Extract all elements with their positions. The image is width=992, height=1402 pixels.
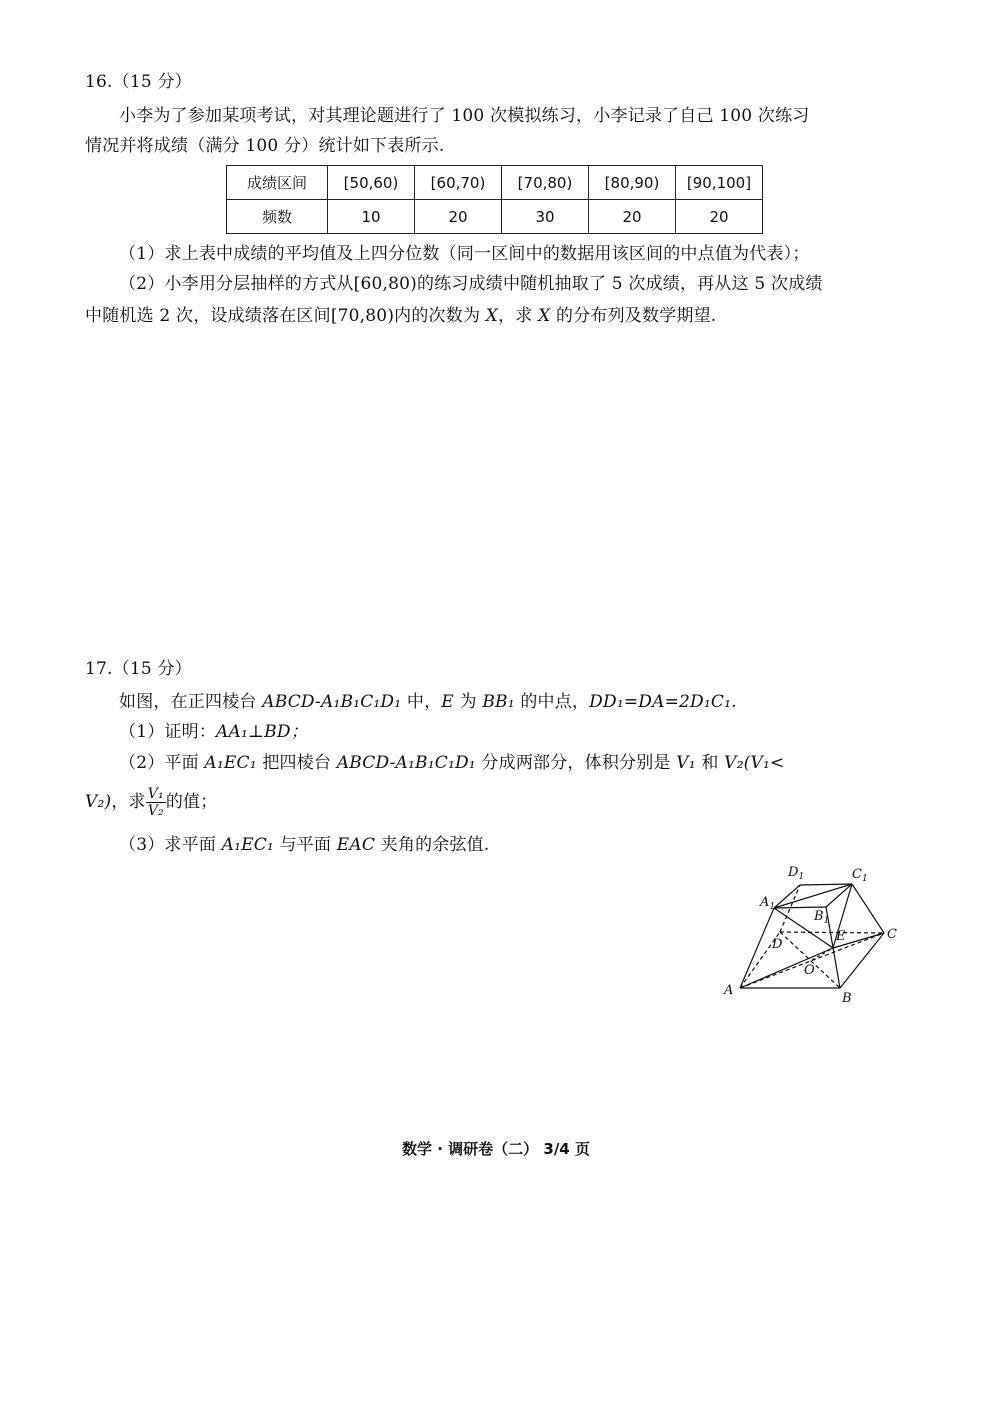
table-header-frequency: 频数 bbox=[227, 200, 328, 234]
q17-part3: （3）求平面 A₁EC₁ 与平面 EAC 夹角的余弦值. bbox=[119, 835, 490, 855]
q16-part2-line1: （2）小李用分层抽样的方式从[60,80)的练习成绩中随机抽取了 5 次成绩，再从这 5 次成绩 bbox=[119, 274, 823, 294]
label-b1: $B_1$ bbox=[814, 909, 830, 926]
q17-part2-line2: V₂)，求 $\frac{\text{V₁}}{\text{V₂}}$ 的值； bbox=[85, 786, 218, 819]
table-cell-interval: [70,80) bbox=[502, 166, 589, 200]
label-b: B bbox=[842, 991, 852, 1006]
q16-part1: （1）求上表中成绩的平均值及上四分位数（同一区间中的数据用该区间的中点值为代表）； bbox=[119, 244, 810, 264]
q17-intro: 如图，在正四棱台 ABCD-A₁B₁C₁D₁ 中，E 为 BB₁ 的中点，DD₁=DA=2D₁C₁. bbox=[119, 692, 737, 712]
label-o: O bbox=[804, 963, 815, 978]
page-footer: 数学 · 调研卷（二） 3/4 页 bbox=[402, 1140, 590, 1158]
diag-a1c1 bbox=[774, 884, 852, 908]
score-table bbox=[226, 165, 763, 234]
diag-bd bbox=[780, 932, 840, 988]
q16-intro-line2: 情况并将成绩（满分 100 分）统计如下表所示. bbox=[85, 136, 445, 156]
table-cell-interval: [80,90) bbox=[589, 166, 676, 200]
table-row-frequencies bbox=[227, 200, 763, 234]
q16-part2-line2: 中随机选 2 次，设成绩落在区间[70,80)内的次数为 X，求 X 的分布列及数学期望. bbox=[85, 306, 717, 326]
table-header-interval: 成绩区间 bbox=[227, 166, 328, 200]
label-e: E bbox=[836, 929, 846, 944]
label-d1: $D_1$ bbox=[788, 865, 805, 882]
label-a: A bbox=[724, 983, 734, 998]
seg-a1e bbox=[774, 908, 833, 948]
var-x: X bbox=[485, 306, 499, 326]
label-c: C bbox=[887, 927, 897, 942]
q17-part2-line1: （2）平面 A₁EC₁ 把四棱台 ABCD-A₁B₁C₁D₁ 分成两部分，体积分别是 V₁ 和 V₂(V₁< bbox=[119, 753, 785, 773]
label-a1: $A_1$ bbox=[760, 895, 776, 912]
edge-d1c1 bbox=[800, 884, 852, 885]
label-d: D bbox=[772, 937, 783, 952]
q16-intro-line1: 小李为了参加某项考试，对其理论题进行了 100 次模拟练习，小李记录了自己 100 次练习 bbox=[119, 106, 810, 126]
seg-oe bbox=[812, 948, 833, 960]
q17-part1: （1）证明：AA₁⊥BD； bbox=[119, 722, 308, 742]
table-cell-frequency: 20 bbox=[415, 200, 502, 234]
edge-bc bbox=[840, 933, 884, 988]
table-cell-interval: [90,100] bbox=[676, 166, 763, 200]
q16-header: 16.（15 分） bbox=[85, 72, 192, 92]
edge-dc bbox=[780, 932, 884, 933]
volume-ratio-fraction: $\frac{\text{V₁}}{\text{V₂}}$ bbox=[147, 786, 164, 819]
edge-dd1 bbox=[780, 885, 800, 932]
frustum-figure bbox=[718, 860, 908, 1010]
var-x: X bbox=[538, 306, 551, 326]
table-cell-frequency: 20 bbox=[589, 200, 676, 234]
table-cell-frequency: 10 bbox=[328, 200, 415, 234]
table-cell-interval: [50,60) bbox=[328, 166, 415, 200]
table-cell-frequency: 20 bbox=[676, 200, 763, 234]
frustum-name: ABCD-A₁B₁C₁D₁ bbox=[262, 692, 402, 712]
label-c1: $C_1$ bbox=[852, 867, 868, 884]
table-cell-interval: [60,70) bbox=[415, 166, 502, 200]
relation: DD₁=DA=2D₁C₁. bbox=[589, 692, 737, 712]
table-cell-frequency: 30 bbox=[502, 200, 589, 234]
edge-cc1 bbox=[852, 884, 884, 933]
q17-header: 17.（15 分） bbox=[85, 659, 192, 679]
edge-a1b1 bbox=[774, 907, 826, 908]
table-row-intervals bbox=[227, 166, 763, 200]
